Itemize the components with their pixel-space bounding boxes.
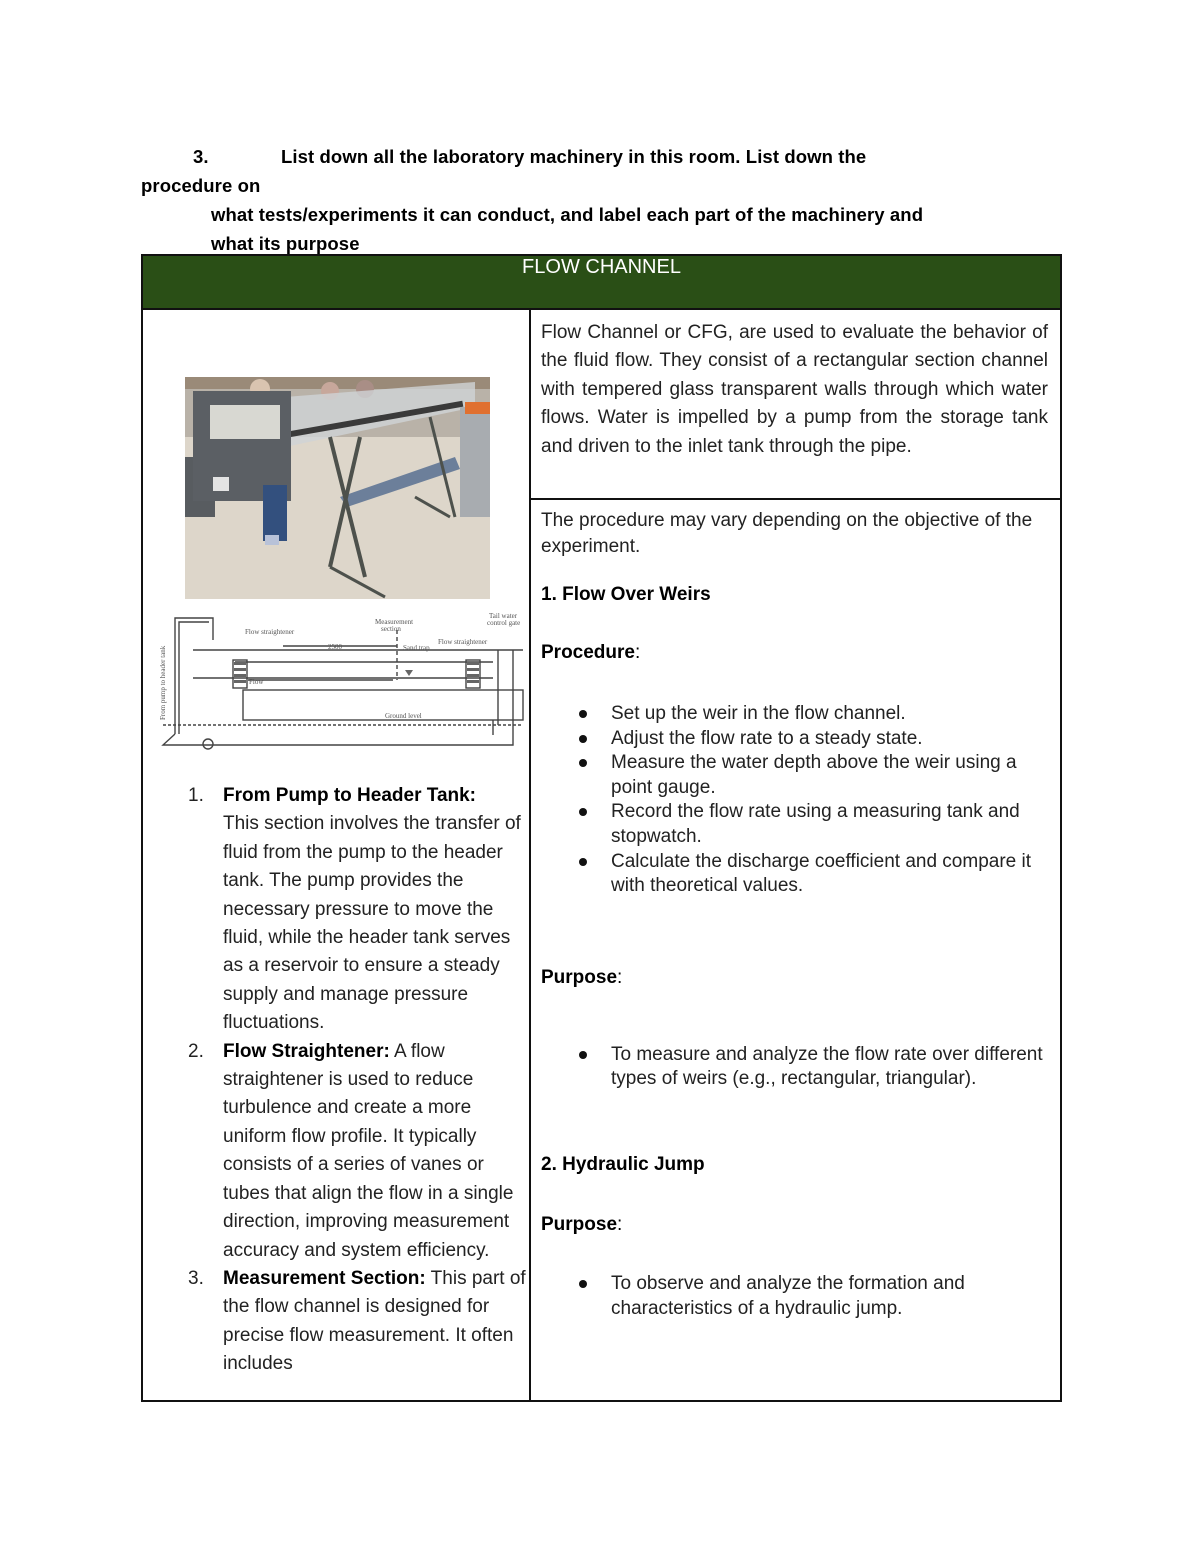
question-heading	[141, 142, 1061, 258]
part-item	[188, 782, 528, 1038]
part-title: From Pump to Header Tank:	[223, 785, 477, 806]
svg-text:Flow: Flow	[249, 678, 264, 686]
part-item	[188, 1265, 528, 1379]
svg-text:2500: 2500	[328, 643, 342, 651]
procedure-step: Calculate the discharge coefficient and compare it with theoretical values.	[541, 850, 1048, 899]
flow-channel-photo	[185, 377, 490, 599]
purpose-item: To measure and analyze the flow rate over different types of weirs (e.g., rectangular, triangular).	[541, 1043, 1048, 1092]
purpose-label: Purpose:	[541, 966, 623, 988]
machinery-table	[141, 254, 1062, 1402]
left-cell	[142, 309, 530, 1401]
svg-text:From pump to header tank: From pump to header tank	[159, 645, 167, 720]
procedure-step: Set up the weir in the flow channel.	[541, 702, 1048, 727]
experiment-title: 2. Hydraulic Jump	[541, 1153, 705, 1175]
table-title: FLOW CHANNEL	[142, 255, 1061, 309]
procedure-intro: The procedure may vary depending on the objective of the experiment.	[541, 510, 1033, 557]
flow-channel-schematic	[153, 610, 525, 750]
heading-line-3: what tests/experiments it can conduct, and label each part of the machinery and	[211, 204, 924, 225]
part-text: This section involves the transfer of fluid from the pump to the header tank. The pump provides the necessary pressure to move the fluid, while the header tank serves as a reservoir to ensure a steady supply and manage pressure fluctuations.	[223, 813, 521, 1034]
procedure-step: Adjust the flow rate to a steady state.	[541, 727, 1048, 752]
heading-line-1: List down all the laboratory machinery in this room. List down the	[281, 146, 867, 167]
parts-list	[188, 782, 528, 1379]
svg-text:Flow straightener: Flow straightener	[438, 638, 488, 646]
purpose-list	[541, 1043, 1048, 1092]
diagram-label-flow-straightener: Flow straightener	[245, 628, 295, 636]
question-number: 3.	[193, 146, 209, 167]
heading-line-2: procedure on	[141, 175, 261, 196]
part-number: 2.	[188, 1040, 204, 1062]
procedure-cell	[530, 499, 1061, 1401]
purpose-item: To observe and analyze the formation and characteristics of a hydraulic jump.	[541, 1272, 1048, 1321]
procedure-step: Record the flow rate using a measuring tank and stopwatch.	[541, 800, 1048, 849]
purpose-label: Purpose:	[541, 1213, 623, 1235]
svg-text:Sand trap: Sand trap	[403, 644, 430, 652]
heading-line-4: what its purpose	[211, 233, 360, 254]
svg-text:Tail water: Tail water	[489, 612, 518, 620]
part-number: 3.	[188, 1267, 204, 1289]
part-title: Measurement Section:	[223, 1267, 426, 1289]
experiment-title: 1. Flow Over Weirs	[541, 584, 711, 605]
svg-text:control gate: control gate	[487, 619, 521, 627]
part-text: A flow straightener is used to reduce turbulence and create a more uniform flow profile. It typically consists of a series of vanes or tubes that align the flow in a single direction, improving measurement accuracy and system efficiency.	[223, 1040, 514, 1261]
svg-text:Ground level: Ground level	[385, 712, 422, 720]
purpose-list	[541, 1272, 1048, 1321]
procedure-label: Procedure:	[541, 642, 641, 663]
svg-text:Measurement: Measurement	[375, 618, 414, 626]
description-cell	[530, 309, 1061, 499]
procedure-steps	[541, 702, 1048, 899]
part-item	[188, 1038, 528, 1265]
svg-text:section: section	[381, 625, 401, 633]
description-text: Flow Channel or CFG, are used to evaluate the behavior of the fluid flow. They consist of a rectangular section channel with tempered glass transparent walls through which water flows. Water is impelled by a pump from the storage tank and driven to the inlet tank through the pipe.	[541, 322, 1048, 457]
part-number: 1.	[188, 785, 204, 806]
part-title: Flow Straightener:	[223, 1040, 390, 1062]
part-text: This part of the flow channel is designed for precise flow measurement. It often includes	[223, 1267, 526, 1375]
procedure-step: Measure the water depth above the weir using a point gauge.	[541, 751, 1048, 800]
